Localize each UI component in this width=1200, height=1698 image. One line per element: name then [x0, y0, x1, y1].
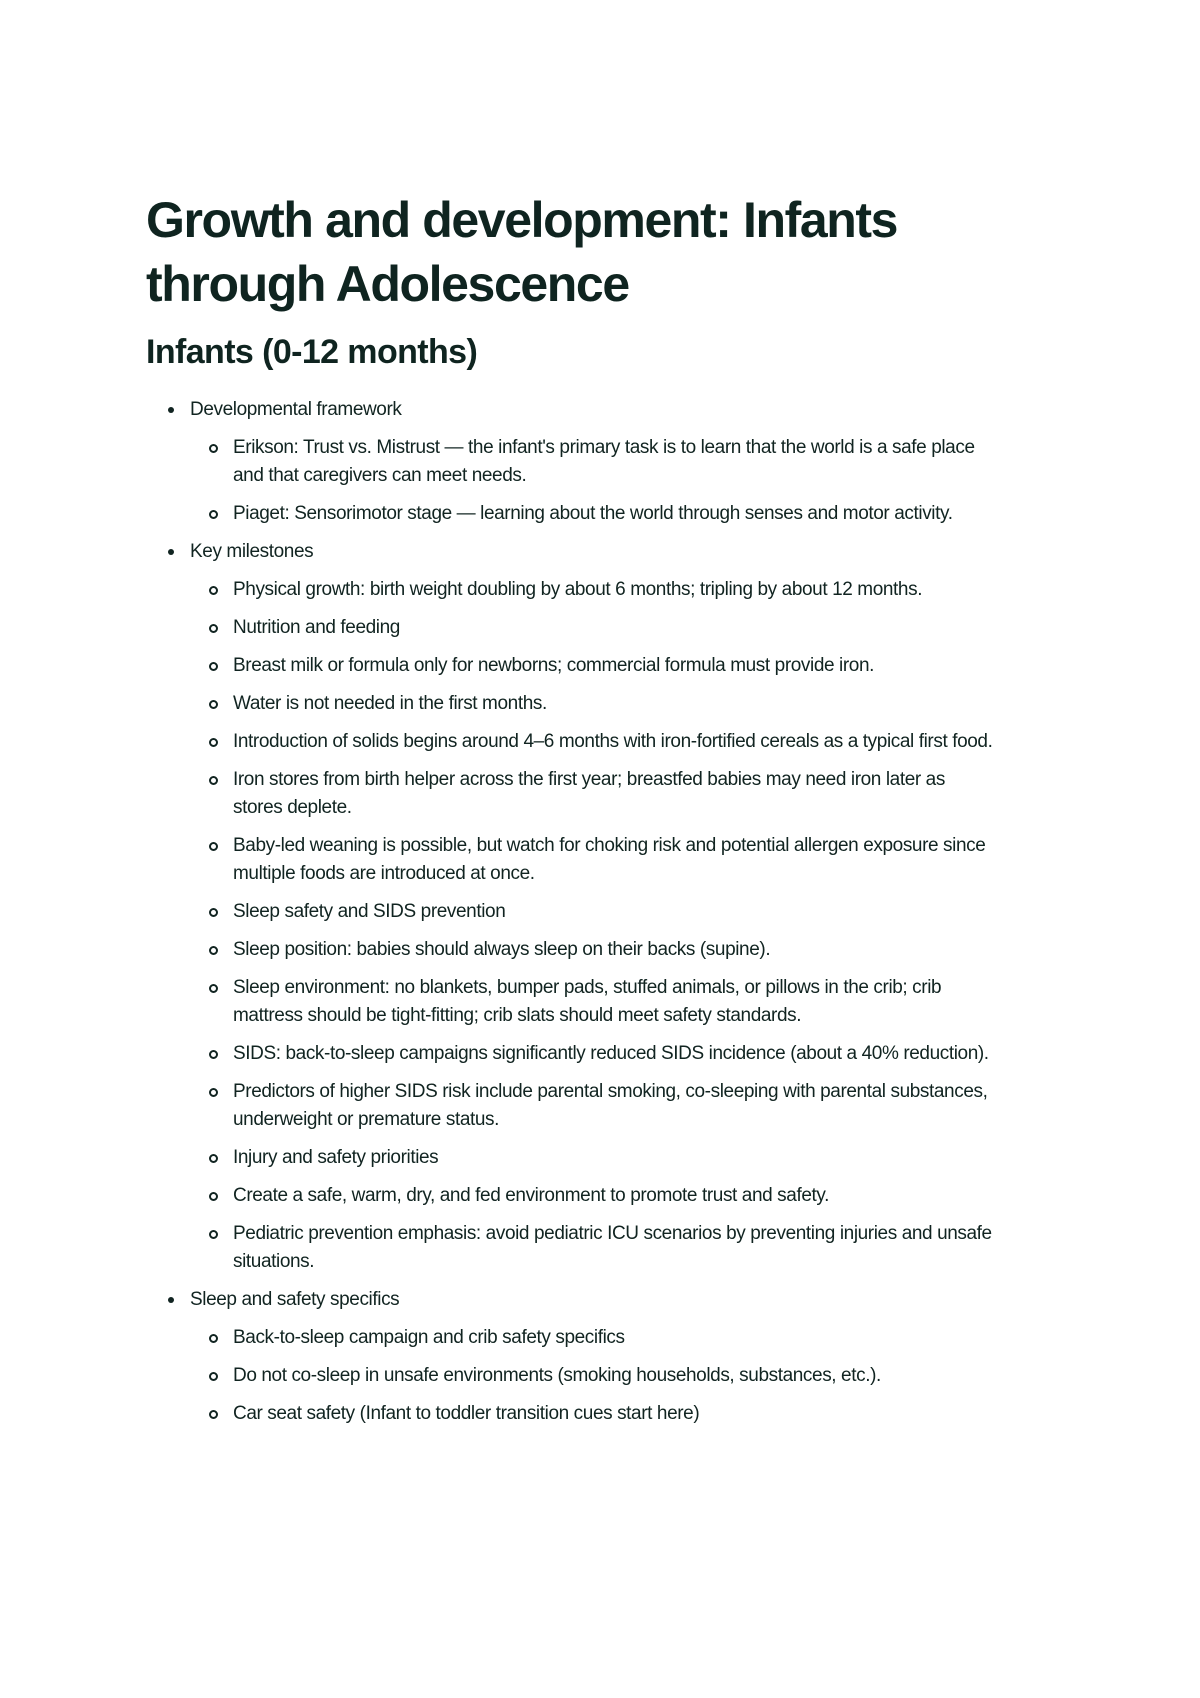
bullet-circle-icon: [209, 1334, 218, 1343]
sub-list-item: [190, 1182, 993, 1210]
sub-list-item-text: Erikson: Trust vs. Mistrust — the infant's primary task is to learn that the world is a safe place and that caregivers can meet needs.: [233, 437, 975, 486]
sub-list-item-text: Sleep position: babies should always sleep on their backs (supine).: [233, 939, 771, 960]
sub-list-item-text: Water is not needed in the first months.: [233, 693, 547, 714]
sub-list-item-text: SIDS: back-to-sleep campaigns significantly reduced SIDS incidence (about a 40% reduction).: [233, 1043, 989, 1064]
outline-item-label: Key milestones: [190, 541, 314, 562]
sub-list-item: [190, 936, 993, 964]
sub-list-item-text: Do not co-sleep in unsafe environments (smoking households, substances, etc.).: [233, 1365, 881, 1386]
sub-list-item-text: Baby-led weaning is possible, but watch for choking risk and potential allergen exposure since multiple foods are introduced at once.: [233, 835, 986, 884]
sub-list-item-text: Piaget: Sensorimotor stage — learning about the world through senses and motor activity.: [233, 503, 953, 524]
bullet-circle-icon: [209, 1230, 218, 1239]
outline-item-label: Sleep and safety specifics: [190, 1289, 400, 1310]
bullet-circle-icon: [209, 842, 218, 851]
sub-list-item-text: Nutrition and feeding: [233, 617, 400, 638]
bullet-dot-icon: [168, 1297, 174, 1303]
sub-list-item-text: Iron stores from birth helper across the first year; breastfed babies may need iron later as stores deplete.: [233, 769, 945, 818]
outline-item: [146, 396, 1006, 528]
sub-list-item: [190, 832, 993, 888]
bullet-circle-icon: [209, 444, 218, 453]
sub-list-item: [190, 1400, 993, 1428]
bullet-circle-icon: [209, 510, 218, 519]
bullet-circle-icon: [209, 946, 218, 955]
sub-list-item-text: Sleep safety and SIDS prevention: [233, 901, 506, 922]
sub-list-item: [190, 690, 993, 718]
bullet-dot-icon: [168, 549, 174, 555]
bullet-circle-icon: [209, 908, 218, 917]
sub-list-item: [190, 1078, 993, 1134]
outline-item: [146, 1286, 1006, 1428]
outline-item: [146, 538, 1006, 1276]
sub-list-item: [190, 576, 993, 604]
bullet-circle-icon: [209, 1154, 218, 1163]
sub-list-item: [190, 1362, 993, 1390]
bullet-circle-icon: [209, 700, 218, 709]
outline-item-label: Developmental framework: [190, 399, 402, 420]
bullet-circle-icon: [209, 1088, 218, 1097]
bullet-circle-icon: [209, 586, 218, 595]
bullet-circle-icon: [209, 624, 218, 633]
sub-list-item: [190, 500, 993, 528]
bullet-circle-icon: [209, 1372, 218, 1381]
bullet-dot-icon: [168, 407, 174, 413]
sub-list-item-text: Car seat safety (Infant to toddler transition cues start here): [233, 1403, 700, 1424]
sub-list-item-text: Pediatric prevention emphasis: avoid pediatric ICU scenarios by preventing injuries and unsafe situations.: [233, 1223, 992, 1272]
sub-list-item: [190, 974, 993, 1030]
sub-list: [190, 576, 1006, 1276]
bullet-circle-icon: [209, 662, 218, 671]
sub-list-item-text: Back-to-sleep campaign and crib safety specifics: [233, 1327, 625, 1348]
bullet-circle-icon: [209, 776, 218, 785]
sub-list-item-text: Create a safe, warm, dry, and fed environment to promote trust and safety.: [233, 1185, 829, 1206]
document-page: [146, 188, 1006, 1438]
document-title: Growth and development: Infants through Adolescence: [146, 192, 898, 312]
sub-list-item-text: Physical growth: birth weight doubling by about 6 months; tripling by about 12 months.: [233, 579, 923, 600]
sub-list-item-text: Injury and safety priorities: [233, 1147, 439, 1168]
bullet-circle-icon: [209, 1050, 218, 1059]
sub-list: [190, 1324, 1006, 1428]
section-title: Infants (0-12 months): [146, 333, 478, 371]
sub-list-item: [190, 1144, 993, 1172]
bullet-circle-icon: [209, 738, 218, 747]
sub-list: [190, 434, 1006, 528]
sub-list-item: [190, 1040, 993, 1068]
bullet-circle-icon: [209, 1410, 218, 1419]
sub-list-item: [190, 652, 993, 680]
outline-list: [146, 396, 1006, 1428]
sub-list-item-text: Sleep environment: no blankets, bumper pads, stuffed animals, or pillows in the crib; crib mattress should be tight-fitting; crib slats should meet safety standards.: [233, 977, 942, 1026]
sub-list-item: [190, 766, 993, 822]
sub-list-item-text: Breast milk or formula only for newborns; commercial formula must provide iron.: [233, 655, 875, 676]
sub-list-item-text: Predictors of higher SIDS risk include parental smoking, co-sleeping with parental substances, underweight or premature status.: [233, 1081, 988, 1130]
sub-list-item: [190, 1220, 993, 1276]
sub-list-item-text: Introduction of solids begins around 4–6 months with iron-fortified cereals as a typical first food.: [233, 731, 993, 752]
sub-list-item: [190, 434, 993, 490]
sub-list-item: [190, 898, 993, 926]
sub-list-item: [190, 614, 993, 642]
sub-list-item: [190, 1324, 993, 1352]
sub-list-item: [190, 728, 993, 756]
bullet-circle-icon: [209, 1192, 218, 1201]
bullet-circle-icon: [209, 984, 218, 993]
